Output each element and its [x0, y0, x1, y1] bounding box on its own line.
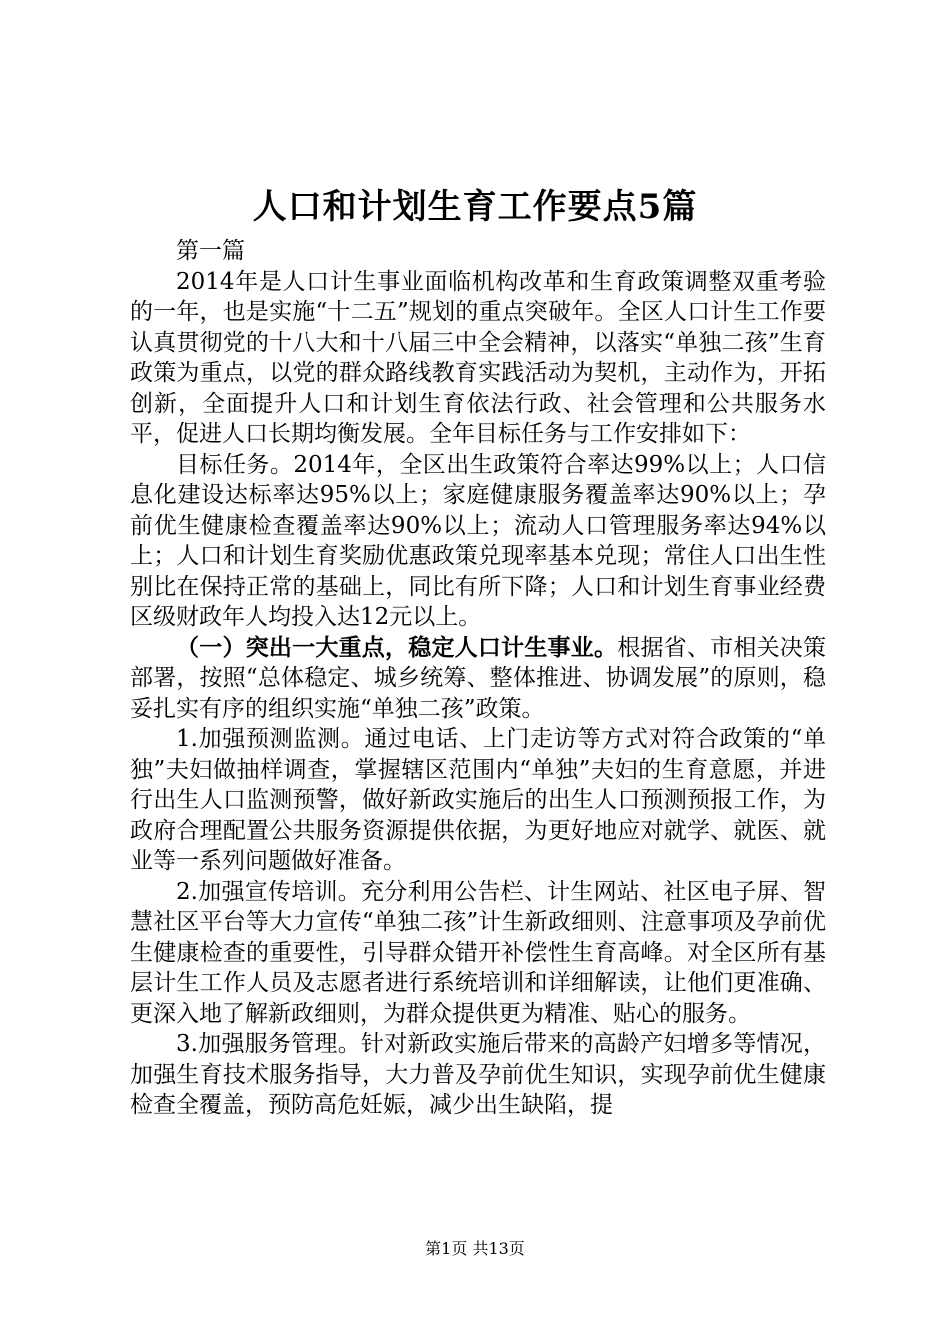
document-body: [130, 236, 826, 1121]
list-item: 3.加强服务管理。针对新政实施后带来的高龄产妇增多等情况，加强生育技术服务指导，大力普及孕前优生知识，实现孕前优生健康检查全覆盖，预防高危妊娠，减少出生缺陷，提: [130, 1031, 826, 1118]
paragraph-intro: 2014年是人口计生事业面临机构改革和生育政策调整双重考验的一年，也是实施“十二五”规划的重点突破年。全区人口计生工作要认真贯彻党的十八大和十八届三中全会精神，以落实“单独二孩”生育政策为重点，以党的群众路线教育实践活动为契机，主动作为，开拓创新，全面提升人口和计划生育依法行政、社会管理和公共服务水平，促进人口长期均衡发展。全年目标任务与工作安排如下：: [130, 268, 826, 447]
section-heading: 第一篇: [176, 238, 245, 264]
section-one-text: 根据省、市相关决策部署，按照“总体稳定、城乡统筹、整体推进、协调发展”的原则，稳妥扎实有序的组织实施“单独二孩”政策。: [130, 634, 827, 722]
list-item: 2.加强宣传培训。充分利用公告栏、计生网站、社区电子屏、智慧社区平台等大力宣传“单独二孩”计生新政细则、注意事项及孕前优生健康检查的重要性，引导群众错开补偿性生育高峰。对全区所有基层计生工作人员及志愿者进行系统培训和详细解读，让他们更准确、更深入地了解新政细则，为群众提供更为精准、贴心的服务。: [130, 878, 826, 1027]
page-footer: 第1页 共13页: [425, 1239, 525, 1258]
section-one-heading: （一）突出一大重点，稳定人口计生事业。: [176, 633, 618, 661]
document-title: 人口和计划生育工作要点5篇: [252, 187, 698, 227]
paragraph-targets: 目标任务。2014年，全区出生政策符合率达99%以上；人口信息化建设达标率达95%以上；家庭健康服务覆盖率达90%以上；孕前优生健康检查覆盖率达90%以上；流动人口管理服务率达94%以上；人口和计划生育奖励优惠政策兑现率基本兑现；常住人口出生性别比在保持正常的基础上，同比有所下降；人口和计划生育事业经费区级财政年人均投入达12元以上。: [130, 451, 826, 630]
list-item: 1.加强预测监测。通过电话、上门走访等方式对符合政策的“单独”夫妇做抽样调查，掌握辖区范围内“单独”夫妇的生育意愿，并进行出生人口监测预警，做好新政实施后的出生人口预测预报工作，为政府合理配置公共服务资源提供依据，为更好地应对就学、就医、就业等一系列问题做好准备。: [130, 726, 826, 874]
paragraph-section-one: [130, 633, 826, 725]
